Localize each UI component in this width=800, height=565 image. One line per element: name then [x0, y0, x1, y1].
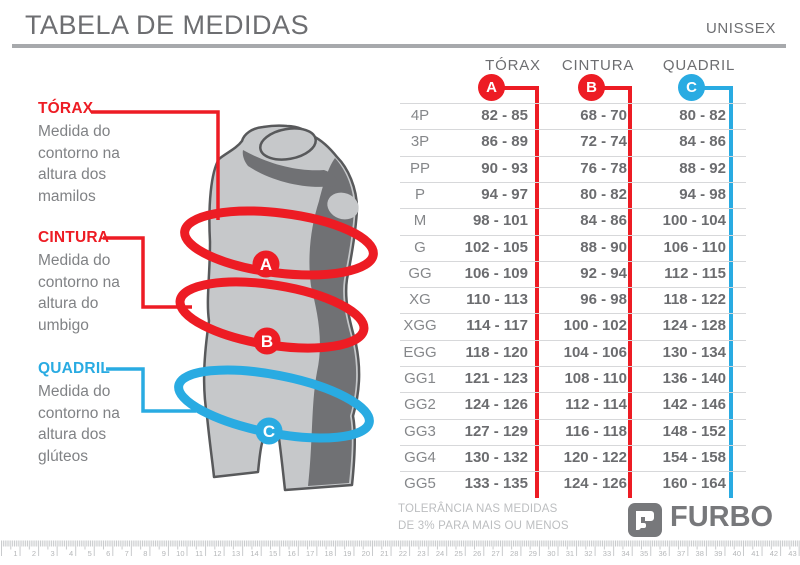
ruler-number: 36	[658, 549, 667, 558]
cintura-value: 124 - 126	[563, 475, 627, 493]
ruler-number: 10	[176, 549, 185, 558]
legend-quadril-description: Medida do contorno na altura dos glúteos	[38, 383, 120, 465]
size-label: GG5	[404, 475, 436, 493]
ruler-number: 42	[769, 549, 779, 558]
ruler-number: 9	[161, 549, 166, 558]
column-header-cintura: CINTURA	[561, 57, 635, 74]
cintura-value: 84 - 86	[580, 212, 627, 230]
cintura-value: 80 - 82	[580, 185, 627, 203]
ruler-strip	[0, 540, 800, 562]
torax-value: 82 - 85	[481, 107, 528, 124]
ruler-number: 30	[547, 549, 556, 558]
quadril-value: 106 - 110	[663, 238, 726, 256]
quadril-value: 80 - 82	[679, 107, 726, 124]
ruler-number: 38	[695, 549, 704, 558]
quadril-value: 88 - 92	[679, 159, 726, 177]
size-label: M	[413, 212, 427, 230]
ruler-number: 28	[510, 549, 519, 558]
ruler-number: 19	[343, 549, 352, 558]
ruler-number: 23	[417, 549, 426, 558]
column-marker-b: B	[578, 74, 605, 101]
table-row-3P	[0, 129, 800, 155]
brand-name: FURBO	[670, 501, 774, 533]
waist-marker-letter: B	[260, 332, 274, 351]
legend-cintura-title: CINTURA	[38, 229, 110, 246]
quadril-value: 142 - 146	[662, 396, 726, 414]
tolerance-note-line1: TOLERÂNCIA NAS MEDIDAS	[398, 503, 558, 515]
size-label: GG2	[404, 396, 436, 414]
title-underline	[12, 44, 786, 48]
size-label: GG4	[404, 448, 436, 466]
cintura-value: 72 - 74	[580, 133, 627, 151]
ruler-number: 43	[788, 549, 797, 558]
ruler-number: 40	[732, 549, 741, 558]
torax-value: 133 - 135	[464, 475, 528, 493]
legend-torax-description: Medida do contorno na altura dos mamilos	[38, 123, 120, 205]
furbo-logo-icon	[628, 503, 662, 537]
size-label: XG	[409, 291, 431, 309]
quadril-value: 118 - 122	[663, 291, 726, 309]
legend-cintura-description: Medida do contorno na altura do umbigo	[38, 252, 120, 334]
cintura-value: 96 - 98	[580, 291, 627, 309]
torax-value: 90 - 93	[481, 159, 528, 177]
marker-a-connector	[504, 86, 539, 90]
ruler-number: 3	[50, 549, 55, 558]
quadril-value: 100 - 104	[662, 212, 726, 230]
cintura-value: 68 - 70	[580, 107, 627, 124]
cintura-value: 120 - 122	[563, 448, 627, 466]
cintura-value: 104 - 106	[563, 343, 627, 361]
torax-value: 114 - 117	[466, 317, 528, 335]
ruler-number: 29	[528, 549, 537, 558]
cintura-value: 88 - 90	[580, 238, 627, 256]
column-marker-c: C	[678, 74, 705, 101]
table-row-P	[0, 182, 800, 208]
torax-value: 121 - 123	[464, 370, 528, 387]
torax-value: 106 - 109	[464, 264, 528, 282]
torax-value: 98 - 101	[472, 212, 528, 230]
size-label: EGG	[403, 343, 437, 361]
torax-value: 102 - 105	[464, 238, 528, 256]
column-header-torax: TÓRAX	[485, 57, 541, 74]
ruler-number: 22	[398, 549, 408, 558]
ruler-number: 34	[621, 549, 630, 558]
ruler-number: 15	[268, 549, 278, 558]
ruler-number: 13	[231, 549, 241, 558]
ruler-number: 2	[31, 549, 37, 558]
cintura-value: 108 - 110	[564, 370, 627, 387]
cintura-value: 116 - 118	[565, 422, 627, 440]
ruler-number: 39	[714, 549, 723, 558]
column-header-quadril: QUADRIL	[662, 57, 736, 74]
table-row-M	[0, 208, 800, 234]
quadril-value: 136 - 140	[662, 370, 726, 387]
table-row-GG5	[0, 471, 800, 497]
column-marker-a: A	[478, 74, 505, 101]
cintura-value: 92 - 94	[580, 264, 627, 282]
table-row-XG	[0, 287, 800, 313]
size-label: 4P	[410, 107, 430, 124]
ruler-number: 6	[106, 549, 111, 558]
cintura-value: 112 - 114	[565, 396, 627, 414]
ruler-number: 14	[250, 549, 259, 558]
torax-value: 118 - 120	[465, 343, 528, 361]
size-label: 3P	[410, 133, 430, 151]
table-row-GG3	[0, 419, 800, 445]
legend-torax-title: TÓRAX	[38, 100, 94, 117]
quadril-value: 84 - 86	[679, 133, 726, 151]
ruler-number: 12	[213, 549, 222, 558]
table-row-4P	[0, 103, 800, 129]
ruler-number: 1	[13, 549, 18, 558]
quadril-value: 112 - 115	[664, 264, 726, 282]
size-label: P	[414, 185, 425, 203]
ruler-number: 25	[454, 549, 463, 558]
hip-marker-letter: C	[262, 422, 276, 441]
size-label: GG1	[404, 370, 436, 387]
page-title: TABELA DE MEDIDAS	[25, 10, 310, 40]
table-row-GG1	[0, 366, 800, 392]
tolerance-note-line2: DE 3% PARA MAIS OU MENOS	[398, 520, 569, 532]
size-label: PP	[409, 159, 430, 177]
torax-value: 130 - 132	[464, 448, 528, 466]
table-row-GG2	[0, 392, 800, 418]
table-row-PP	[0, 156, 800, 182]
ruler-number: 32	[584, 549, 593, 558]
size-label: XGG	[403, 317, 437, 335]
ruler-number: 31	[565, 549, 575, 558]
torax-value: 127 - 129	[464, 422, 528, 440]
ruler-number: 27	[491, 549, 500, 558]
torax-value: 124 - 126	[464, 396, 528, 414]
ruler-number: 18	[324, 549, 333, 558]
chest-marker-letter: A	[259, 255, 273, 274]
ruler-number: 20	[361, 549, 370, 558]
table-row-EGG	[0, 340, 800, 366]
quadril-value: 130 - 134	[662, 343, 726, 361]
ruler-number: 17	[306, 549, 315, 558]
ruler-number: 8	[143, 549, 148, 558]
ruler-number: 5	[87, 549, 92, 558]
ruler-number: 41	[751, 549, 760, 558]
gender-label: UNISSEX	[705, 20, 776, 37]
ruler-number: 4	[69, 549, 74, 558]
ruler-number: 21	[380, 549, 389, 558]
legend-quadril-title: QUADRIL	[38, 360, 111, 377]
size-label: GG3	[404, 422, 436, 440]
cintura-value: 100 - 102	[563, 317, 627, 335]
quadril-value: 160 - 164	[662, 475, 726, 493]
cintura-value: 76 - 78	[580, 159, 627, 177]
table-row-GG4	[0, 445, 800, 471]
ruler-number: 7	[124, 549, 129, 558]
size-label: GG	[408, 264, 432, 282]
torax-value: 94 - 97	[481, 185, 528, 203]
ruler-number: 37	[677, 549, 686, 558]
torax-value: 110 - 113	[466, 291, 528, 309]
quadril-value: 94 - 98	[679, 185, 726, 203]
table-row-GG	[0, 261, 800, 287]
quadril-value: 124 - 128	[662, 317, 726, 335]
table-row-G	[0, 235, 800, 261]
table-row-XGG	[0, 313, 800, 339]
ruler-number: 35	[639, 549, 649, 558]
ruler-number: 24	[435, 549, 445, 558]
torax-value: 86 - 89	[481, 133, 528, 151]
ruler-number: 16	[287, 549, 296, 558]
quadril-value: 148 - 152	[662, 422, 726, 440]
quadril-value: 154 - 158	[662, 448, 726, 466]
size-label: G	[414, 238, 426, 256]
ruler-number: 33	[602, 549, 612, 558]
ruler-number: 11	[195, 549, 204, 558]
ruler-number: 26	[472, 549, 482, 558]
